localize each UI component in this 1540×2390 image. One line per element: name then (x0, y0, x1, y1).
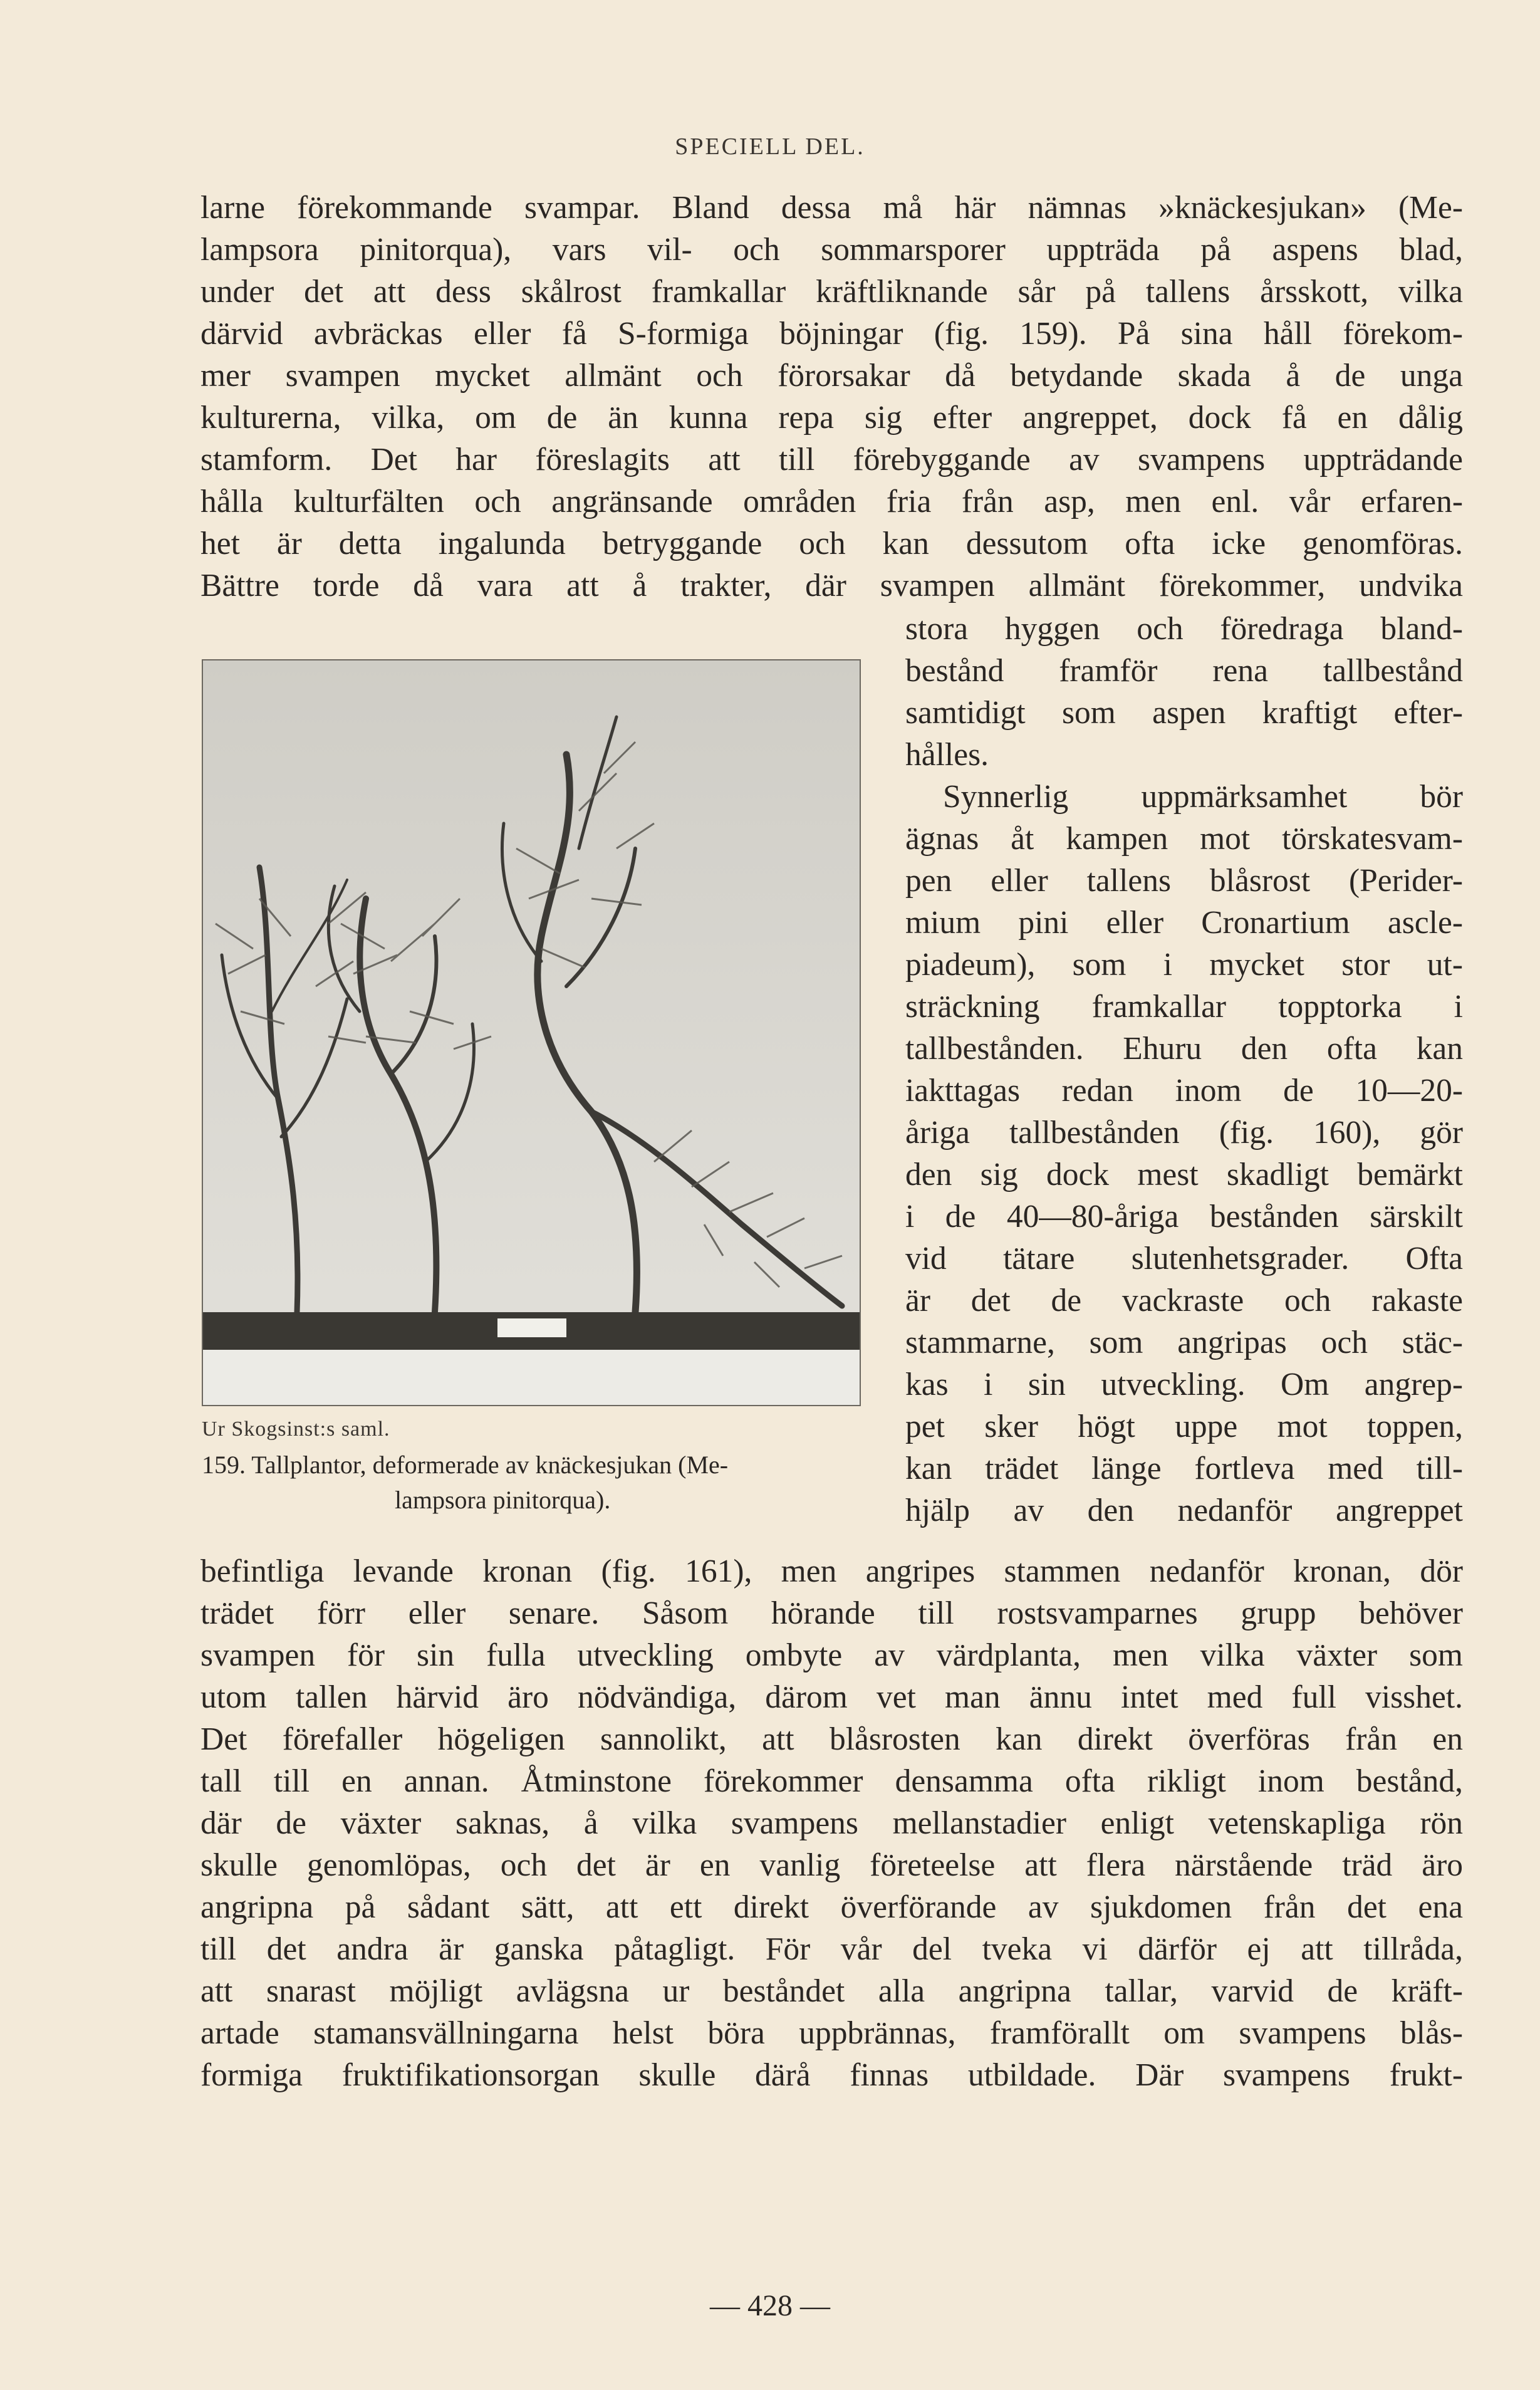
text-line: svampen för sin fulla utveckling ombyte av värdplanta, men vilka växter som (200, 1637, 1463, 1673)
text-line: samtidigt som aspen kraftigt efter- (905, 695, 1463, 731)
figure-photograph (202, 659, 861, 1406)
text-line: därvid avbräckas eller få S-formiga böjningar (fig. 159). På sina håll förekom- (200, 316, 1463, 352)
figure-caption (202, 1448, 858, 1518)
text-line: lampsora pinitorqua), vars vil- och sommarsporer uppträda på aspens blad, (200, 232, 1463, 268)
text-line: tallbestånden. Ehuru den ofta kan (905, 1031, 1463, 1067)
text-line: piadeum), som i mycket stor ut- (905, 947, 1463, 983)
text-line: stammarne, som angripas och stäc- (905, 1325, 1463, 1360)
text-line: kas i sin utveckling. Om angrep- (905, 1367, 1463, 1402)
text-line: trädet förr eller senare. Såsom hörande till rostsvamparnes grupp behöver (200, 1595, 1463, 1631)
text-line: under det att dess skålrost framkallar kräftliknande sår på tallens årsskott, vilka (200, 274, 1463, 310)
text-line: tall till en annan. Åtminstone förekommer densamma ofta rikligt inom bestånd, (200, 1763, 1463, 1799)
text-line: angripna på sådant sätt, att ett direkt överförande av sjukdomen från det ena (200, 1889, 1463, 1925)
text-line: åriga tallbestånden (fig. 160), gör (905, 1115, 1463, 1151)
text-line: befintliga levande kronan (fig. 161), men angripes stammen nedanför kronan, dör (200, 1553, 1463, 1589)
text-line: mer svampen mycket allmänt och förorsakar då betydande skada å de unga (200, 358, 1463, 394)
text-line: hjälp av den nedanför angreppet (905, 1493, 1463, 1528)
text-line: kulturerna, vilka, om de än kunna repa sig efter angreppet, dock få en dålig (200, 400, 1463, 436)
text-line: är det de vackraste och rakaste (905, 1283, 1463, 1318)
text-line: bestånd framför rena tallbestånd (905, 653, 1463, 689)
caption-line-2: lampsora pinitorqua). (395, 1486, 611, 1514)
text-line: artade stamansvällningarna helst böra uppbrännas, framförallt om svampens blås- (200, 2015, 1463, 2051)
text-line: pen eller tallens blåsrost (Perider- (905, 863, 1463, 899)
text-line: larne förekommande svampar. Bland dessa må här nämnas »knäckesjukan» (Me- (200, 190, 1463, 226)
text-line: mium pini eller Cronartium ascle- (905, 905, 1463, 941)
text-line: i de 40—80-åriga bestånden särskilt (905, 1199, 1463, 1234)
text-line: sträckning framkallar topptorka i (905, 989, 1463, 1025)
text-line: Bättre torde då vara att å trakter, där svampen allmänt förekommer, undvika (200, 568, 1463, 603)
text-line: att snarast möjligt avlägsna ur beståndet alla angripna tallar, varvid de kräft- (200, 1973, 1463, 2009)
text-line: stora hyggen och föredraga bland- (905, 611, 1463, 647)
text-line: Synnerlig uppmärksamhet bör (943, 779, 1463, 815)
page-number: — 428 — (710, 2289, 830, 2322)
text-line: skulle genomlöpas, och det är en vanlig företeelse att flera närstående träd äro (200, 1847, 1463, 1883)
text-line: hålla kulturfälten och angränsande områden fria från asp, men enl. vår erfaren- (200, 484, 1463, 519)
side-column-text (905, 608, 1463, 1532)
text-line: ägnas åt kampen mot törskatesvam- (905, 821, 1463, 857)
text-line: het är detta ingalunda betryggande och kan dessutom ofta icke genomföras. (200, 526, 1463, 561)
text-line: där de växter saknas, å vilka svampens mellanstadier enligt vetenskapliga rön (200, 1805, 1463, 1841)
figure-source: Ur Skogsinst:s saml. (202, 1417, 390, 1441)
text-line: formiga fruktifikationsorgan skulle därå finnas utbildade. Där svampens frukt- (200, 2057, 1463, 2093)
pine-seedlings-image (203, 660, 860, 1405)
text-line: iakttagas redan inom de 10—20- (905, 1073, 1463, 1109)
text-line: kan trädet länge fortleva med till- (905, 1451, 1463, 1486)
text-line: hålles. (905, 737, 989, 773)
text-line: pet sker högt uppe mot toppen, (905, 1409, 1463, 1444)
text-line: stamform. Det har föreslagits att till förebyggande av svampens uppträdande (200, 442, 1463, 477)
text-line: utom tallen härvid äro nödvändiga, därom vet man ännu intet med full visshet. (200, 1679, 1463, 1715)
bottom-paragraph (200, 1550, 1463, 2096)
caption-line-1: 159. Tallplantor, deformerade av knäckesjukan (Me- (202, 1451, 729, 1479)
text-line: den sig dock mest skadligt bemärkt (905, 1157, 1463, 1192)
running-header: SPECIELL DEL. (675, 133, 865, 160)
text-line: till det andra är ganska påtagligt. För vår del tveka vi därför ej att tillråda, (200, 1931, 1463, 1967)
text-line: vid tätare slutenhetsgrader. Ofta (905, 1241, 1463, 1276)
top-paragraph (200, 187, 1463, 607)
text-line: Det förefaller högeligen sannolikt, att blåsrosten kan direkt överföras från en (200, 1721, 1463, 1757)
